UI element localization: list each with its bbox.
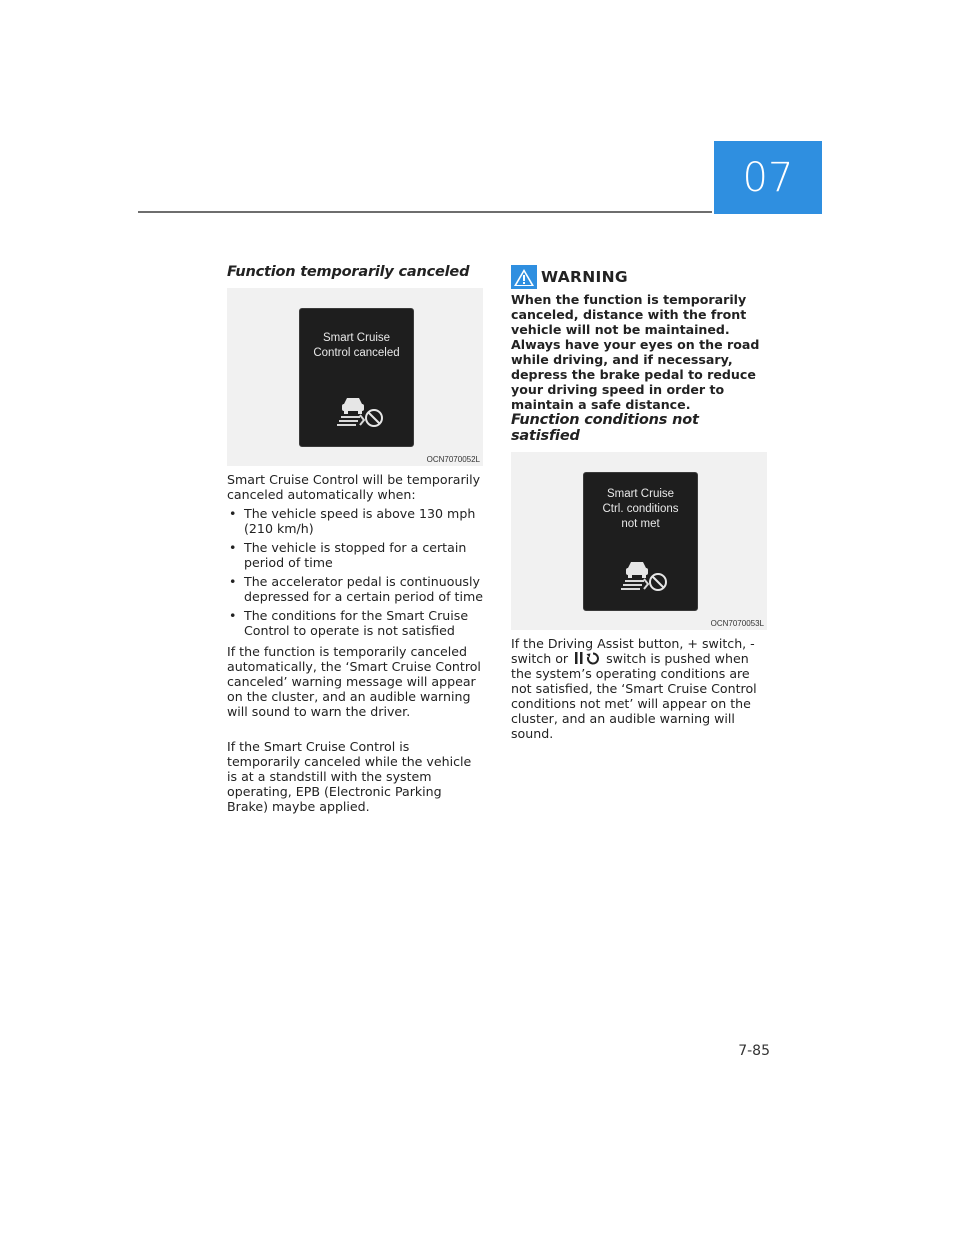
warning-title: WARNING	[541, 268, 628, 286]
paragraph-part: If the Driving Assist button, + switch, - switch or	[511, 636, 755, 666]
bullet-glyph: •	[229, 574, 237, 589]
figure-code: OCN7070053L	[710, 619, 764, 628]
cluster-screen	[583, 472, 698, 611]
bullet-glyph: •	[229, 540, 237, 555]
cluster-message-line: Ctrl. conditions	[602, 503, 679, 515]
chapter-number: 07	[742, 154, 794, 201]
list-item	[227, 608, 483, 638]
intro-paragraph: Smart Cruise Control will be temporarily canceled automatically when:	[227, 472, 481, 502]
list-item	[227, 574, 483, 604]
right-column	[511, 264, 767, 741]
list-item-text: The vehicle speed is above 130 mph (210 km/h)	[244, 506, 476, 536]
page-number: 7-85	[738, 1043, 770, 1059]
cluster-message	[300, 331, 413, 361]
figure-conditions-not-met	[511, 452, 767, 630]
section-heading-not-satisfied: Function conditions not satisfied	[511, 412, 699, 444]
cluster-message-line: Smart Cruise	[322, 332, 391, 344]
list-item	[227, 506, 483, 536]
figure-code: OCN7070052L	[426, 455, 480, 464]
list-item-text: The vehicle is stopped for a certain period of time	[244, 540, 467, 570]
cluster-screen	[299, 308, 414, 447]
scc-canceled-icon	[620, 558, 670, 594]
paragraph-part: switch is pushed when the system’s operating conditions are not satisfied, the ‘Smart Cruise Control conditions not met’ will appear on the cluster, and an audible warning will sound.	[511, 651, 757, 741]
body-paragraph	[511, 636, 767, 741]
cluster-message-line: Control canceled	[313, 347, 400, 359]
lane-following-switch-icon	[574, 651, 600, 665]
figure-canceled	[227, 288, 483, 466]
cluster-message	[584, 487, 697, 532]
list-item-text: The accelerator pedal is continuously depressed for a certain period of time	[244, 574, 483, 604]
warning-text: When the function is temporarily canceled, distance with the front vehicle will not be maintained. Always have your eyes on the road while driving, and if necessary, depress the brake pedal to reduce your driving speed in order to maintain a safe distance.	[511, 292, 760, 412]
bullet-glyph: •	[229, 608, 237, 623]
section-heading-canceled: Function temporarily canceled	[227, 264, 470, 280]
warning-triangle-icon	[511, 265, 537, 289]
body-paragraph: If the Smart Cruise Control is temporarily canceled while the vehicle is at a standstill with the system operating, EPB (Electronic Parking Brake) maybe applied.	[227, 739, 472, 814]
list-item-text: The conditions for the Smart Cruise Control to operate is not satisfied	[244, 608, 469, 638]
warning-header	[511, 264, 767, 290]
scc-canceled-icon	[336, 394, 386, 430]
cancel-conditions-list	[227, 506, 483, 638]
chapter-tab	[714, 141, 822, 214]
cluster-message-line: not met	[621, 518, 660, 530]
left-column	[227, 264, 483, 814]
list-item	[227, 540, 483, 570]
header-rule	[138, 211, 712, 213]
bullet-glyph: •	[229, 506, 237, 521]
cluster-message-line: Smart Cruise	[606, 488, 675, 500]
body-paragraph: If the function is temporarily canceled automatically, the ‘Smart Cruise Control canceled’ warning message will appear on the cluster, and an audible warning will sound to warn the driver.	[227, 644, 481, 719]
